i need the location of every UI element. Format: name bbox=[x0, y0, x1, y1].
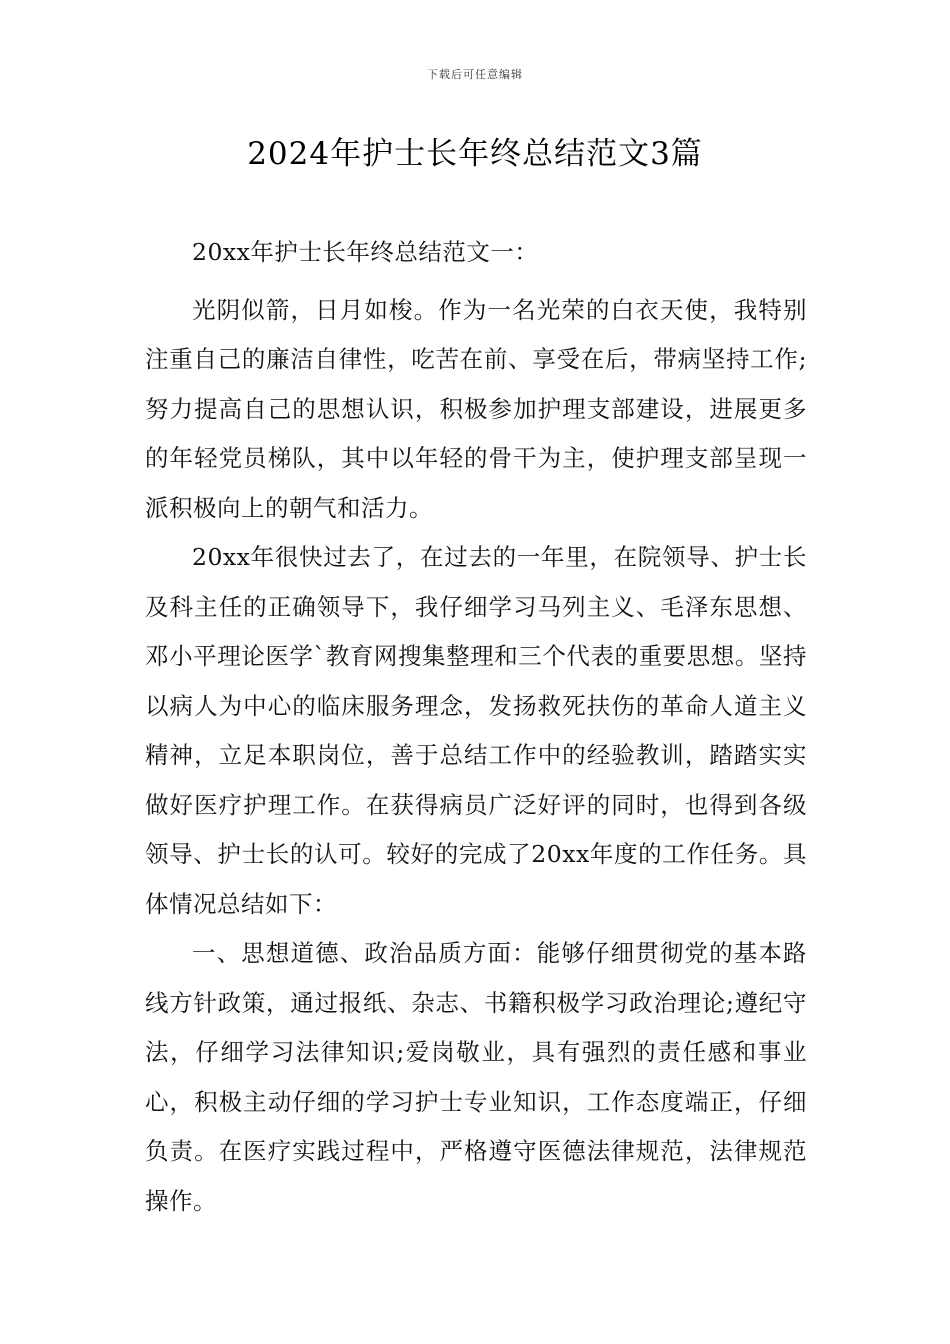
section-heading: 20xx年护士长年终总结范文一： bbox=[192, 238, 539, 266]
paragraph: 光阴似箭，日月如梭。作为一名光荣的白衣天使，我特别注重自己的廉洁自律性，吃苦在前、享受在后，带病坚持工作;努力提高自己的思想认识，积极参加护理支部建设，进展更多的年轻党员梯队，其中以年轻的骨干为主，使护理支部呈现一派积极向上的朝气和活力。 bbox=[145, 295, 807, 522]
paragraph: 一、思想道德、政治品质方面：能够仔细贯彻党的基本路线方针政策，通过报纸、杂志、书籍积极学习政治理论;遵纪守法，仔细学习法律知识;爱岗敬业，具有强烈的责任感和事业心，积极主动仔细的学习护士专业知识，工作态度端正，仔细负责。在医疗实践过程中，严格遵守医德法律规范，法律规范操作。 bbox=[145, 939, 807, 1215]
document-body bbox=[145, 228, 807, 1226]
document-title: 2024年护士长年终总结范文3篇 bbox=[247, 136, 703, 172]
paragraph: 20xx年很快过去了，在过去的一年里，在院领导、护士长及科主任的正确领导下，我仔细学习马列主义、毛泽东思想、邓小平理论医学`教育网搜集整理和三个代表的重要思想。坚持以病人为中心的临床服务理念，发扬救死扶伤的革命人道主义精神，立足本职岗位，善于总结工作中的经验教训，踏踏实实做好医疗护理工作。在获得病员广泛好评的同时，也得到各级领导、护士长的认可。较好的完成了20xx年度的工作任务。具体情况总结如下： bbox=[145, 543, 807, 918]
header-note: 下载后可任意编辑 bbox=[427, 68, 523, 81]
